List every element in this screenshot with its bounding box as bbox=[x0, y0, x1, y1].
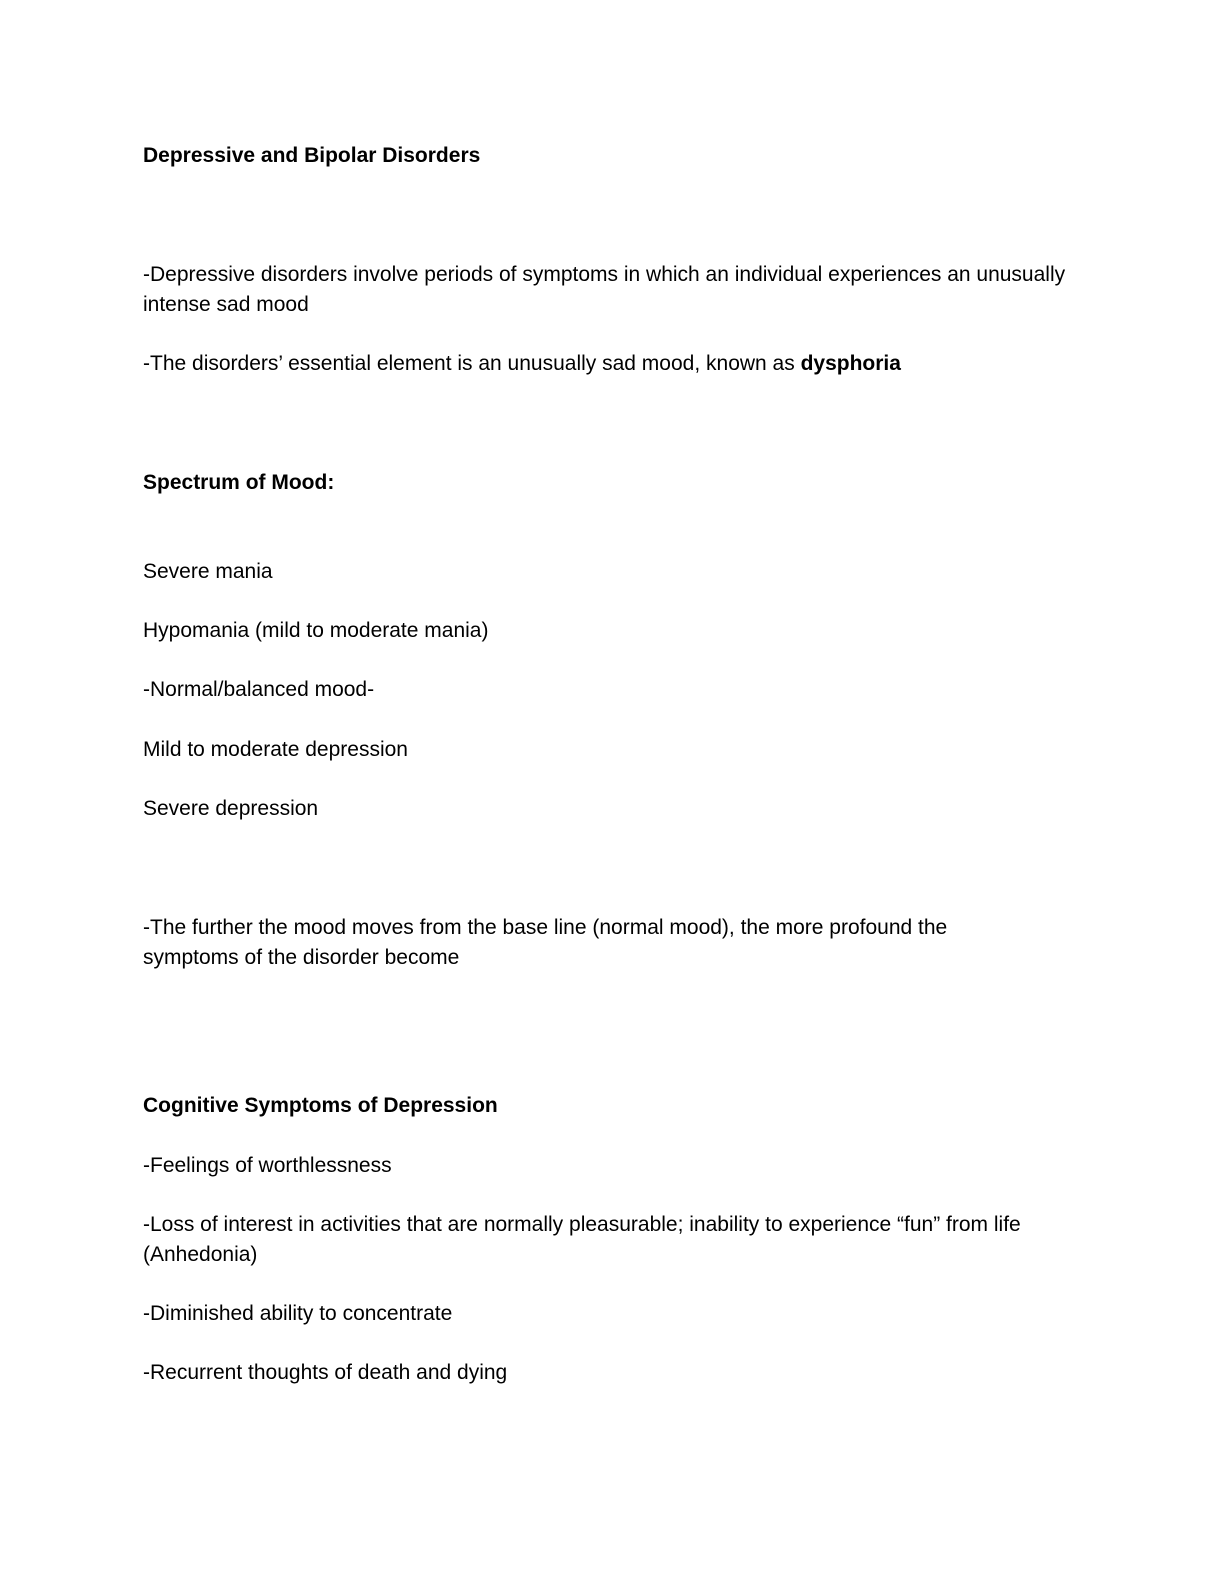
intro-paragraph-2 bbox=[143, 349, 1073, 379]
intro-paragraph-2-text: -The disorders’ essential element is an unusually sad mood, known as bbox=[143, 352, 801, 375]
page-title: Depressive and Bipolar Disorders bbox=[143, 144, 481, 167]
spectrum-item: Hypomania (mild to moderate mania) bbox=[143, 619, 489, 642]
spectrum-item: Severe depression bbox=[143, 797, 319, 820]
spectrum-item: Severe mania bbox=[143, 560, 273, 583]
cognitive-item: -Feelings of worthlessness bbox=[143, 1154, 392, 1177]
spectrum-item: Mild to moderate depression bbox=[143, 738, 408, 761]
term-dysphoria: dysphoria bbox=[800, 352, 901, 375]
spectrum-item: -Normal/balanced mood- bbox=[143, 678, 375, 701]
cognitive-item: -Loss of interest in activities that are normally pleasurable; inability to experience “fun” from life (Anhedonia) bbox=[143, 1213, 1021, 1266]
intro-paragraph-1: -Depressive disorders involve periods of symptoms in which an individual experiences an unusually intense sad mood bbox=[143, 263, 1066, 316]
spectrum-note: -The further the mood moves from the base line (normal mood), the more profound the symptoms of the disorder become bbox=[143, 916, 948, 969]
cognitive-heading: Cognitive Symptoms of Depression bbox=[143, 1094, 498, 1117]
cognitive-item: -Recurrent thoughts of death and dying bbox=[143, 1361, 508, 1384]
cognitive-item: -Diminished ability to concentrate bbox=[143, 1302, 453, 1325]
spectrum-heading: Spectrum of Mood: bbox=[143, 471, 335, 494]
